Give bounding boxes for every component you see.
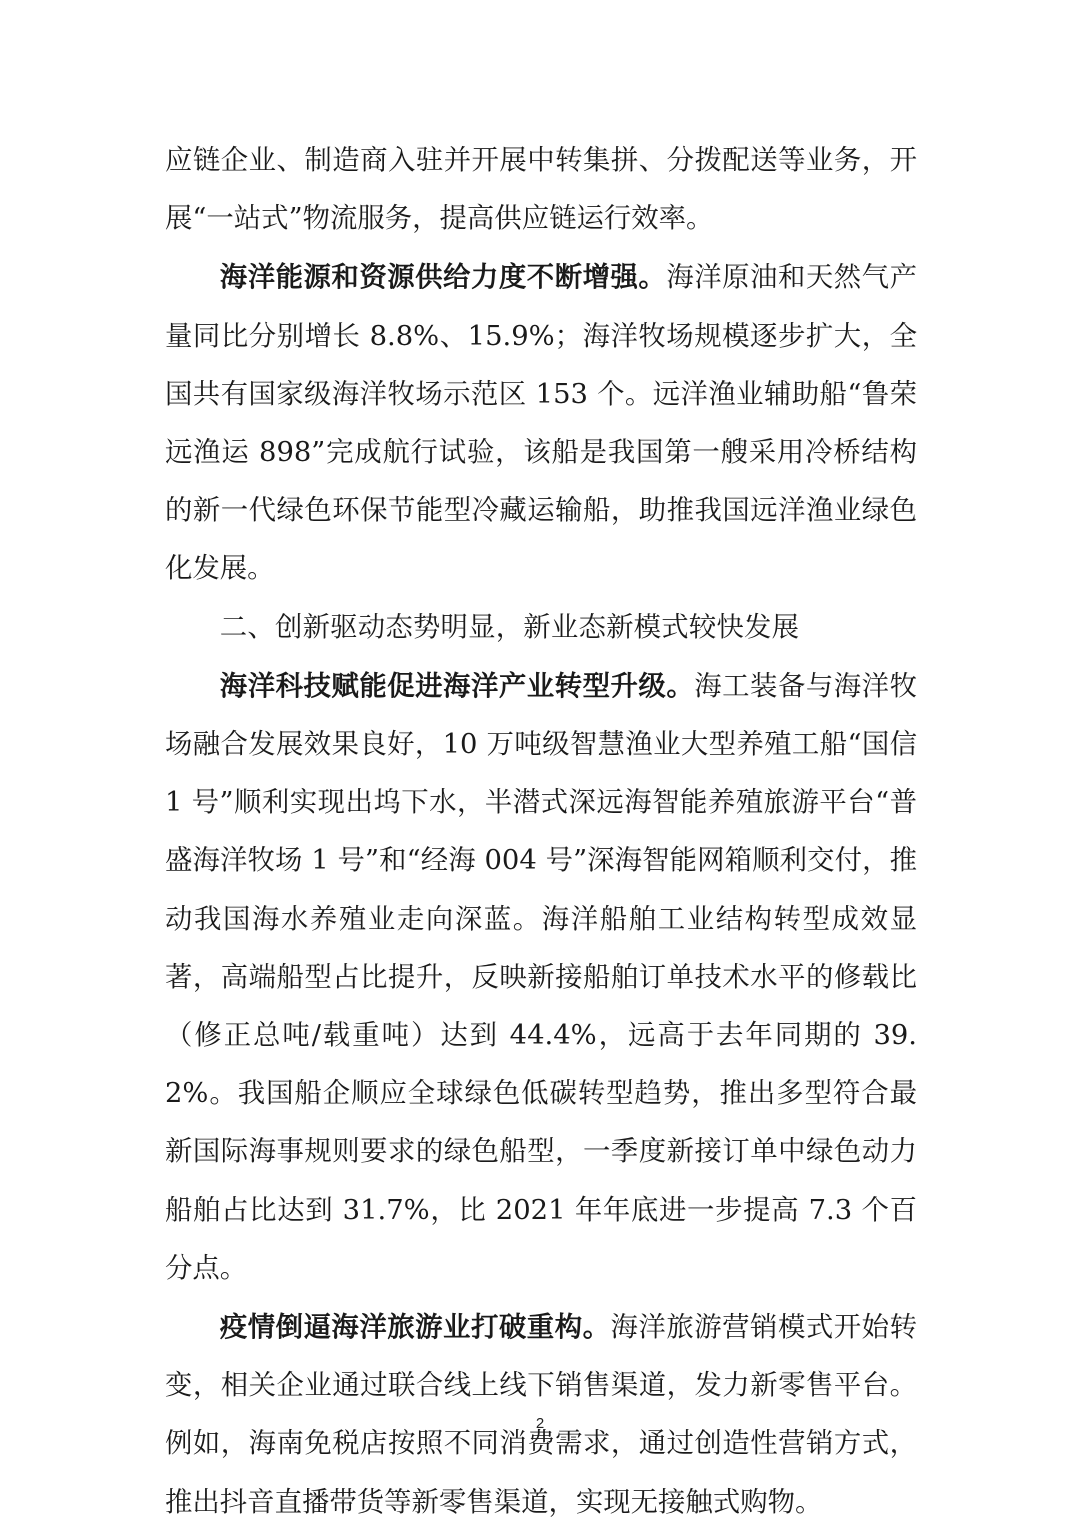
- section-heading: 二、创新驱动态势明显，新业态新模式较快发展: [219, 611, 800, 643]
- paragraph-supply-chain: [165, 132, 917, 248]
- page-number: 2: [535, 1415, 545, 1432]
- paragraph-text: 海洋原油和天然气产量同比分别增长 8.8%、15.9%；海洋牧场规模逐步扩大，全国共有国家级海洋牧场示范区 153 个。远洋渔业辅助船“鲁荣远渔运 898”完成航行试验，该船是我国第一艘采用冷桥结构的新一代绿色环保节能型冷藏运输船，助推我国远洋渔业绿色化发展。: [165, 262, 917, 585]
- paragraph-lead: 疫情倒逼海洋旅游业打破重构。: [219, 1311, 611, 1344]
- paragraph-lead: 海洋科技赋能促进海洋产业转型升级。: [219, 669, 695, 702]
- document-body: [165, 132, 917, 1532]
- paragraph-marine-tech: [165, 657, 917, 1298]
- paragraph-lead: 海洋能源和资源供给力度不断增强。: [219, 261, 667, 294]
- paragraph-marine-energy: [165, 248, 917, 598]
- paragraph-text: 海工装备与海洋牧场融合发展效果良好，10 万吨级智慧渔业大型养殖工船“国信 1 号”顺利实现出坞下水，半潜式深远海智能养殖旅游平台“普盛海洋牧场 1 号”和“经海 004 号”深海智能网箱顺利交付，推动我国海水养殖业走向深蓝。海洋船舶工业结构转型成效显著，高端船型占比提升，反映新接船舶订单技术水平的修载比（修正总吨/载重吨）达到 44.4%，远高于去年同期的 39.2%。我国船企顺应全球绿色低碳转型趋势，推出多型符合最新国际海事规则要求的绿色船型，一季度新接订单中绿色动力船舶占比达到 31.7%，比 2021 年年底进一步提高 7.3 个百分点。: [165, 670, 917, 1284]
- paragraph-text: 应链企业、制造商入驻并开展中转集拼、分拨配送等业务，开展“一站式”物流服务，提高供应链运行效率。: [165, 145, 917, 235]
- paragraph-text: 海洋旅游营销模式开始转变，相关企业通过联合线上线下销售渠道，发力新零售平台。例如，海南免税店按照不同消费需求，通过创造性营销方式，推出抖音直播带货等新零售渠道，实现无接触式购物。: [165, 1312, 917, 1518]
